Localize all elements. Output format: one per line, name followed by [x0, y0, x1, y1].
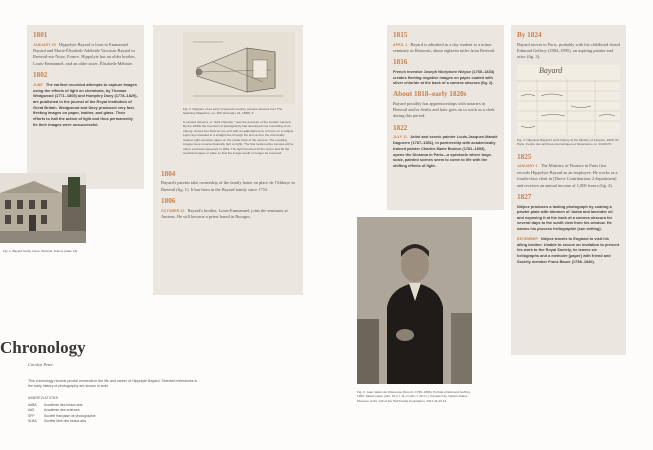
entry-1802: JUNE The earliest recorded attempts to capture images using the effects of light on chemicals, by Thomas Wedgwood (1771–1805) and Humphry Davy (1778–1829), are published in the journal of the Royal Institution of Great Britain. Wedgwood and Davy produced very fast, fleeting images on paper, leather, and glass. Their efforts to halt the action of light and thus permanently fix their images were unsuccessful. — [33, 81, 138, 127]
entry-1827-december: DECEMBER Niépce travels to England to visit his ailing brother. Unable to secure an invitation to present his work to the Royal Society, he leaves six heliographs and a mémoire [paper] with friend and Society member Franz Bauer (1758–1840). — [517, 235, 620, 264]
year-1815: 1815 — [393, 31, 408, 39]
fig1-caption: Fig. 1. Bayard family home, Breteuil, France (plate 13). — [3, 249, 79, 253]
panel-fig2-1804-1806 — [153, 25, 303, 295]
author-name: Carolyn Peter — [28, 362, 53, 367]
fig2-caption: Fig. 2. Diagram of an early nineteenth-century camera obscura from The Saturday Magazine, no. 382 (February 24, 1838): 9. — [183, 107, 283, 116]
year-1825: 1825 — [517, 152, 532, 161]
entry-1815: APRIL 1 Bayard is admitted as a day student to a minor seminary in Beauvais, about eighteen miles from Breteuil. — [393, 41, 496, 54]
year-1827: 1827 — [517, 192, 532, 201]
entry-1804: Bayard's parents take ownership of the family home on place de l'Abbaye in Breteuil (fig. 1). It has been in the Bayard family since 1753. — [161, 180, 295, 192]
page-title: Chronology — [0, 338, 86, 357]
abbreviations-list — [28, 403, 95, 425]
heading-about-1818: About 1818–early 1820s — [393, 90, 467, 98]
ledger-illustration — [517, 65, 620, 135]
entry-1824: Bayard moves to Paris, probably with his childhood friend Edmond Geffroy (1804–1895), an aspiring painter and actor (fig. 3). — [517, 41, 620, 60]
panel-1824-1827 — [511, 25, 626, 355]
fig3-portrait-photo — [357, 217, 472, 384]
fig4-caption: Fig. 4. Hippolyte Bayard's work history at the Ministry of Finance, 1825–51. Paris, Centre des archives économiques et financières, no. 1C20174 — [517, 137, 620, 147]
entry-1827: Niépce produces a lasting photograph by coating a pewter plate with bitumen of Judea and lavender oil and exposing it at the back of a camera obscura for several days to the sunlit view from his window. He names his process héliographie (sun writing). — [517, 203, 613, 232]
fig4-ledger-photo — [517, 65, 620, 135]
camera-obscura-diagram — [183, 32, 295, 104]
panel-1801-1802 — [27, 25, 144, 189]
entry-1825: JANUARY 1 The Ministry of Finance in Paris first records Hippolyte Bayard as an employee. He works as a fourth-class clerk in [Direct Contributions 2 department] and receives an annual income of 1,000 francs (fig. 4). — [517, 163, 618, 188]
abbr-row: AdBA Académie des beaux-arts — [28, 403, 83, 407]
year-1801: 1801 — [33, 31, 48, 39]
entry-1816: French inventor Joseph Nicéphore Niépce (1765–1833) creates fleeting negative images on paper coated with silver chloride at the back of a camera obscura (fig. 2). — [393, 69, 495, 86]
abbreviations-heading: ABBREVIATIONS — [28, 396, 59, 400]
abbr-row: SFP Société française de photographie — [28, 413, 96, 418]
fig3-caption: Fig. 3. Jean-Valois de Villeneuve (French, 1799–1866). Portrait of Edmond Geffroy, 1853. Salted paper print, 16.2 × 11 cm (6¾ × 4⅜ in.). Kansas City, Nelson-Atkins Museum of Art, Gift of the Hall Family Foundation, 2017.44.23.14 — [357, 390, 471, 403]
abbr-row: AdS Académie des sciences — [28, 408, 80, 413]
fig2-explanation: A camera obscura, or "dark chamber," was the ancestor of the modern camera. By the 1830s the inventors of photography had developed one consisting of an oblong, closed box fitted at one end with an adjustable lens to focus on a subject. Light rays travelled in a straight line through the lens and to the chemically treated, light-sensitive paper on the inside back of the camera. The resulting images were reversed laterally (left to right). The first model-reflex camera with a mirror enclosed appeared in 1861. The light bounced off the mirror and hit the sensitized paper or plate so that the image would no longer be reversed. — [183, 119, 295, 156]
year-1822: 1822 — [393, 123, 408, 132]
ledger-name: Bayard — [539, 65, 563, 75]
year-1804: 1804 — [161, 169, 176, 178]
entry-about-1818: Bayard possibly has apprenticeships with notaries in Breteuil and/or Senlis and later goes on to work as a clerk during this period. — [393, 100, 495, 119]
intro-text: This chronology records pivotal moments in the life and career of Hippolyte Bayard. Selected milestones in the early history of photography are shown in bold. — [28, 379, 198, 389]
year-1806: 1806 — [161, 197, 176, 206]
entry-1806: OCTOBER 22 Bayard's brother, Louis-Emmanuel, joins the seminary at Amiens. He will become a priest based in Bourges. — [161, 207, 288, 220]
portrait-illustration — [357, 217, 472, 384]
fig1-house-photo — [0, 173, 86, 243]
year-1816: 1816 — [393, 58, 408, 67]
entry-1801: JANUARY 20 Hippolyte Bayard is born to Emmanuel Bayard and Marie-Élisabeth-Adélaïde Vacossin Bayard in Breteuil-sur-Noye, France. Hippolyte has an older brother, Louis-Emmanuel, and an older sister, Élisabeth-Mélanie. — [33, 41, 136, 66]
abbr-row: SLBA Société libre des beaux-arts — [28, 419, 87, 424]
house-illustration — [0, 173, 86, 243]
year-1802: 1802 — [33, 71, 48, 80]
panel-1815-1822 — [387, 25, 504, 210]
entry-1822: JULY 11 Artist and scenic painter Louis-Jacques-Mandé Daguerre (1787–1851), in partnership with academically trained painter Charles Marie Bouton (1781–1853), opens the Diorama in Paris—a spectacle where large-scale, painted scenes seem to come to life with the shifting effects of light. — [393, 134, 498, 168]
heading-by-1824: By 1824 — [517, 31, 542, 39]
